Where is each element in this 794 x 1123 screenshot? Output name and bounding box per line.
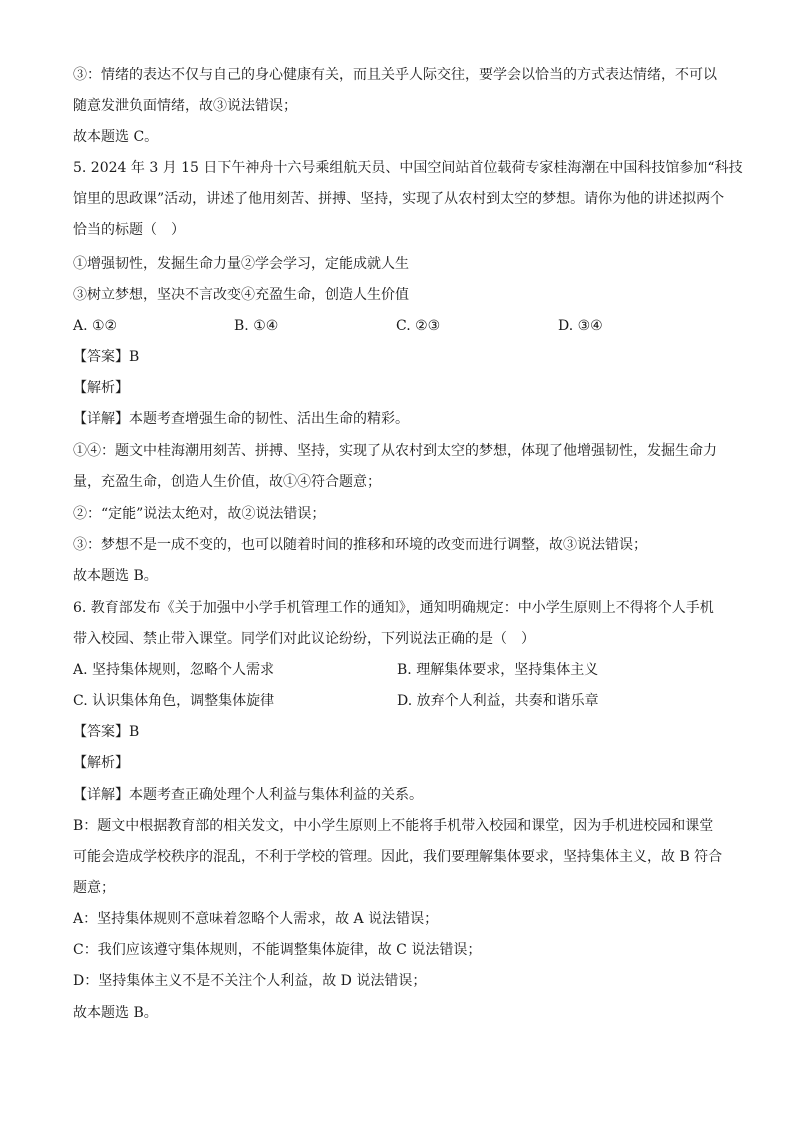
prev-conclusion: 故本题选 C。: [73, 129, 159, 145]
q6-option-a: A. 坚持集体规则，忽略个人需求: [73, 662, 275, 678]
q5-analysis-label: 【解析】: [73, 380, 129, 396]
q5-option-d: D. ③④: [558, 318, 603, 334]
q5-option-a: A. ①②: [73, 318, 118, 334]
q5-explanation-line-3: ②：“定能”说法太绝对，故②说法错误；: [73, 506, 326, 522]
q5-item-line-1: ①增强韧性，发掘生命力量②学会学习，定能成就人生: [73, 256, 409, 272]
q6-stem-line-1: 6. 教育部发布《关于加强中小学手机管理工作的通知》，通知明确规定：中小学生原则上不得将个人手机: [73, 600, 714, 616]
q6-explanation-line-5: C：我们应该遵守集体规则，不能调整集体旋律，故 C 说法错误；: [73, 942, 482, 958]
q5-detail: 【详解】本题考查增强生命的韧性、活出生命的精彩。: [73, 411, 409, 427]
q6-explanation-line-3: 题意；: [73, 880, 115, 896]
q6-detail: 【详解】本题考查正确处理个人利益与集体利益的关系。: [73, 787, 423, 803]
q6-option-d: D. 放弃个人利益，共奏和谐乐章: [397, 693, 599, 709]
q6-option-b: B. 理解集体要求，坚持集体主义: [397, 662, 599, 678]
q5-explanation-line-4: ③：梦想不是一成不变的，也可以随着时间的推移和环境的改变而进行调整，故③说法错误；: [73, 537, 647, 553]
q6-answer: 【答案】B: [73, 724, 140, 740]
q5-stem-line-3: 恰当的标题（ ）: [73, 222, 185, 238]
q6-explanation-line-2: 可能会造成学校秩序的混乱，不利于学校的管理。因此，我们要理解集体要求，坚持集体主义，故 B 符合: [73, 849, 723, 865]
q5-explanation-line-1: ①④：题文中桂海潮用刻苦、拼搏、坚持，实现了从农村到太空的梦想，体现了他增强韧性，发掘生命力: [73, 443, 717, 459]
q5-answer: 【答案】B: [73, 349, 140, 365]
q5-conclusion: 故本题选 B。: [73, 568, 158, 584]
prev-explanation-line-1: ③：情绪的表达不仅与自己的身心健康有关，而且关乎人际交往，要学会以恰当的方式表达情绪，不可以: [73, 67, 717, 83]
q6-explanation-line-1: B：题文中根据教育部的相关发文，中小学生原则上不能将手机带入校园和课堂，因为手机进校园和课堂: [73, 818, 714, 834]
q6-conclusion: 故本题选 B。: [73, 1005, 158, 1021]
q6-explanation-line-4: A：坚持集体规则不意味着忽略个人需求，故 A 说法错误；: [73, 911, 439, 927]
prev-explanation-line-2: 随意发泄负面情绪，故③说法错误；: [73, 98, 297, 114]
q5-item-line-2: ③树立梦想，坚决不言改变④充盈生命，创造人生价值: [73, 287, 409, 303]
q5-option-c: C. ②③: [396, 318, 441, 334]
q6-explanation-line-6: D：坚持集体主义不是不关注个人利益，故 D 说法错误；: [73, 973, 427, 989]
q5-explanation-line-2: 量，充盈生命，创造人生价值，故①④符合题意；: [73, 474, 381, 490]
q6-option-c: C. 认识集体角色，调整集体旋律: [73, 693, 275, 709]
q5-option-b: B. ①④: [234, 318, 279, 334]
q5-stem-line-2: 馆里的思政课”活动，讲述了他用刻苦、拼搏、坚持，实现了从农村到太空的梦想。请你为他的讲述拟两个: [73, 191, 725, 207]
q6-stem-line-2: 带入校园、禁止带入课堂。同学们对此议论纷纷，下列说法正确的是（ ）: [73, 631, 535, 647]
q6-analysis-label: 【解析】: [73, 755, 129, 771]
q5-stem-line-1: 5. 2024 年 3 月 15 日下午神舟十六号乘组航天员、中国空间站首位载荷专家桂海潮在中国科技馆参加“科技: [73, 160, 743, 176]
